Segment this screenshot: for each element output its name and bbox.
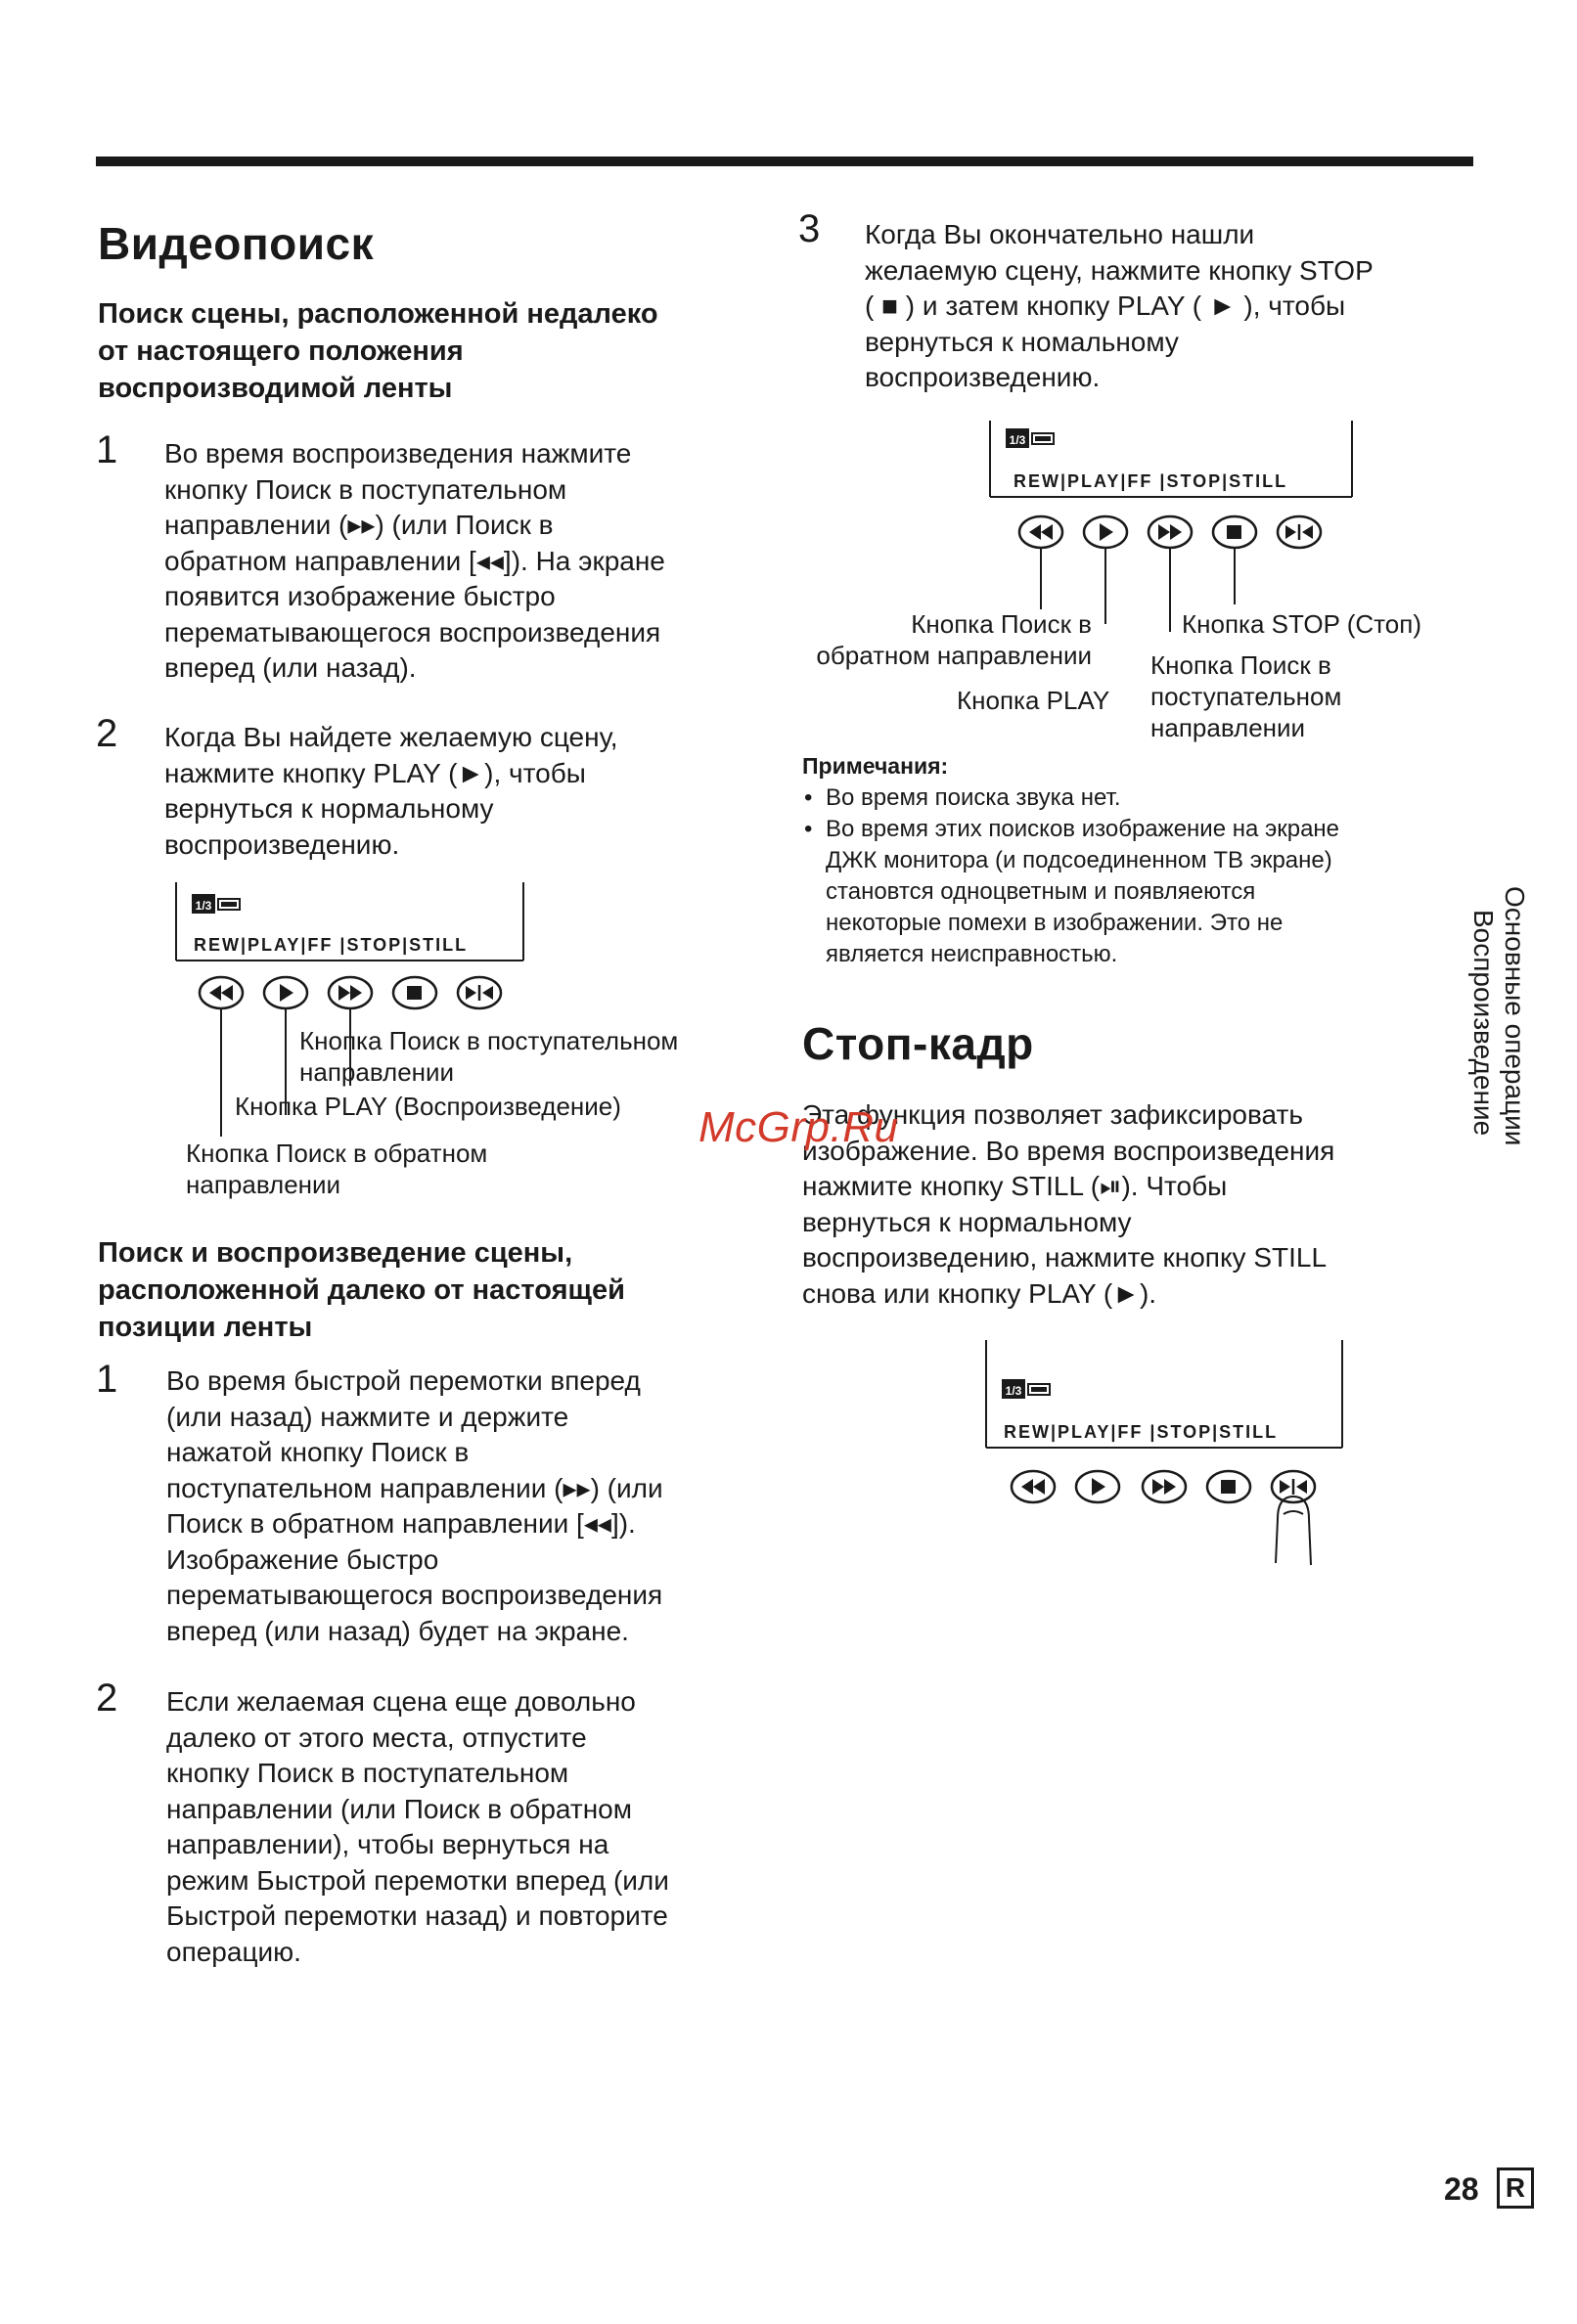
side-tab-line: Воспроизведение	[1468, 910, 1499, 1137]
text-line: Поиск в обратном направлении [◂◂]).	[166, 1508, 636, 1539]
ff-button-icon	[1149, 516, 1192, 548]
step-number: 1	[96, 428, 118, 471]
text-line: снова или кнопку PLAY (►).	[802, 1277, 1157, 1309]
text-line: ( ■ ) и затем кнопку PLAY ( ► ), чтобы	[865, 290, 1346, 321]
step-number: 1	[96, 1358, 118, 1401]
play-button-icon	[1076, 1471, 1119, 1502]
text-line: обратном направлении [◂◂]). На экране	[164, 545, 665, 576]
label-play: Кнопка PLAY (Воспроизведение)	[235, 1092, 621, 1121]
lcd-frame	[986, 1340, 1342, 1448]
text-line: вперед (или назад).	[164, 652, 417, 683]
side-tab-sub	[1465, 910, 1501, 1281]
text-line: Во время воспроизведения нажмите	[164, 438, 632, 469]
text-line: вперед (или назад) будет на экране.	[166, 1615, 629, 1646]
step-text	[164, 436, 771, 687]
label-line: Кнопка Поиск в	[911, 609, 1092, 639]
subhead-line: Поиск сцены, расположенной недалеко	[98, 298, 658, 330]
text-line: кнопку Поиск в поступательном	[164, 473, 567, 505]
step-number: 3	[798, 207, 821, 250]
section-heading-near	[98, 295, 763, 407]
text-line: вернуться к нормальному	[802, 1206, 1132, 1237]
text-line: Изображение быстро	[166, 1543, 439, 1575]
step-number: 2	[96, 712, 118, 755]
label-stop: Кнопка STOP (Стоп)	[1182, 609, 1421, 639]
label-line: Кнопка Поиск в	[1150, 650, 1331, 680]
text-line: воспроизведению.	[865, 362, 1101, 392]
note-item: • Во время этих поисков изображение на экране ДЖК монитора (и подсоединенном ТВ экране) становтся одноцветным и появляеются некоторые помехи в изображении. Это не является неисправностью.	[802, 814, 1467, 970]
panel-label: REW|PLAY|FF |STOP|STILL	[1004, 1422, 1279, 1442]
label-line: Кнопка Поиск в поступательном	[299, 1026, 679, 1055]
text-line: поступательном направлении (▸▸) (или	[166, 1472, 663, 1503]
panel-label: REW|PLAY|FF |STOP|STILL	[1014, 471, 1288, 491]
text-line: (или назад) нажмите и держите	[166, 1401, 569, 1432]
label-fwd-search	[1150, 649, 1444, 743]
finger-pointer-icon	[1276, 1497, 1311, 1565]
control-panel-diagram	[978, 419, 1360, 634]
section-title-still: Стоп-кадр	[802, 1018, 1034, 1069]
watermark: McGrp.Ru	[698, 1103, 899, 1151]
top-rule	[96, 156, 1473, 166]
badge-text: 1/3	[195, 899, 212, 913]
label-line: направлении	[1150, 713, 1306, 742]
text-line: Во время быстрой перемотки вперед	[166, 1365, 641, 1396]
label-line: направлении	[186, 1170, 341, 1199]
play-button-icon	[264, 977, 307, 1008]
text-line: Если желаемая сцена еще довольно	[166, 1686, 636, 1717]
still-button-icon	[458, 977, 501, 1008]
label-rew-search	[773, 608, 1092, 671]
text-line: вернуться к нормальному	[164, 793, 494, 824]
text-line: направлении), чтобы вернуться на	[166, 1829, 609, 1859]
step-text	[865, 217, 1491, 396]
step-text	[166, 1684, 773, 1970]
label-line: Кнопка Поиск в обратном	[186, 1139, 488, 1168]
text-line: вернуться к номальному	[865, 326, 1179, 357]
label-play: Кнопка PLAY	[957, 686, 1110, 715]
text-line: нажмите кнопку STILL (⏯). Чтобы	[802, 1171, 1228, 1201]
rew-button-icon	[1019, 516, 1062, 548]
still-button-icon	[1272, 1471, 1315, 1502]
text-line: далеко от этого места, отпустите	[166, 1721, 587, 1753]
still-description	[802, 1097, 1467, 1312]
label-line: поступательном	[1150, 682, 1342, 711]
page-letter-box: R	[1497, 2168, 1534, 2209]
notes-list	[802, 782, 1467, 970]
text-line: изображение. Во время воспроизведения	[802, 1135, 1335, 1166]
text-line: воспроизведению, нажмите кнопку STILL	[802, 1242, 1328, 1273]
badge-text: 1/3	[1005, 1384, 1022, 1398]
text-line: направлении (или Поиск в обратном	[166, 1793, 632, 1824]
step-text	[164, 720, 771, 863]
text-line: воспроизведению.	[164, 828, 400, 860]
page-number: 28	[1444, 2171, 1479, 2207]
text-line: Когда Вы найдете желаемую сцену,	[164, 722, 618, 752]
rew-button-icon	[200, 977, 243, 1008]
text-line: появится изображение быстро	[164, 581, 556, 611]
text-line: Быстрой перемотки назад) и повторите	[166, 1900, 668, 1931]
stop-button-icon	[1213, 516, 1256, 548]
text-line: операцию.	[166, 1936, 301, 1967]
rew-button-icon	[1012, 1471, 1055, 1502]
control-panel-diagram	[978, 1338, 1360, 1573]
text-line: Когда Вы окончательно нашли	[865, 219, 1255, 249]
still-button-icon	[1278, 516, 1321, 548]
text-line: нажмите кнопку PLAY (►), чтобы	[164, 757, 586, 788]
badge-text: 1/3	[1009, 433, 1026, 447]
step-number: 2	[96, 1676, 118, 1720]
text-line: перематывающегося воспроизведения	[166, 1580, 663, 1610]
text-line: нажатой кнопку Поиск в	[166, 1437, 470, 1467]
text-line: направлении (▸▸) (или Поиск в	[164, 510, 554, 540]
text-line: режим Быстрой перемотки вперед (или	[166, 1864, 669, 1896]
label-fwd-search	[299, 1025, 769, 1088]
stop-button-icon	[1207, 1471, 1250, 1502]
side-tab-line: Основные операции	[1500, 886, 1530, 1146]
text-line: перематывающегося воспроизведения	[164, 616, 661, 648]
note-item: • Во время поиска звука нет.	[802, 782, 1467, 814]
stop-button-icon	[393, 977, 436, 1008]
subhead-line: позиции ленты	[98, 1312, 313, 1343]
label-rew-search	[186, 1138, 577, 1200]
side-tab	[1497, 886, 1532, 1277]
lcd-frame	[990, 421, 1352, 497]
play-button-icon	[1084, 516, 1127, 548]
lcd-frame	[176, 882, 523, 961]
label-line: направлении	[299, 1057, 455, 1087]
panel-label: REW|PLAY|FF |STOP|STILL	[194, 935, 469, 955]
text-line: Эта функция позволяет зафиксировать	[802, 1099, 1303, 1130]
text-line: кнопку Поиск в поступательном	[166, 1758, 569, 1788]
step-text	[166, 1363, 773, 1649]
subhead-line: Поиск и воспроизведение сцены,	[98, 1237, 573, 1269]
ff-button-icon	[1143, 1471, 1186, 1502]
notes-title: Примечания:	[802, 753, 949, 779]
page-title: Видеопоиск	[98, 218, 375, 269]
label-line: обратном направлении	[816, 641, 1092, 670]
subhead-line: воспроизводимой ленты	[98, 373, 453, 404]
ff-button-icon	[329, 977, 372, 1008]
subhead-line: расположенной далеко от настоящей	[98, 1274, 625, 1306]
subhead-line: от настоящего положения	[98, 335, 464, 367]
section-heading-far	[98, 1234, 783, 1346]
text-line: желаемую сцену, нажмите кнопку STOP	[865, 254, 1374, 286]
